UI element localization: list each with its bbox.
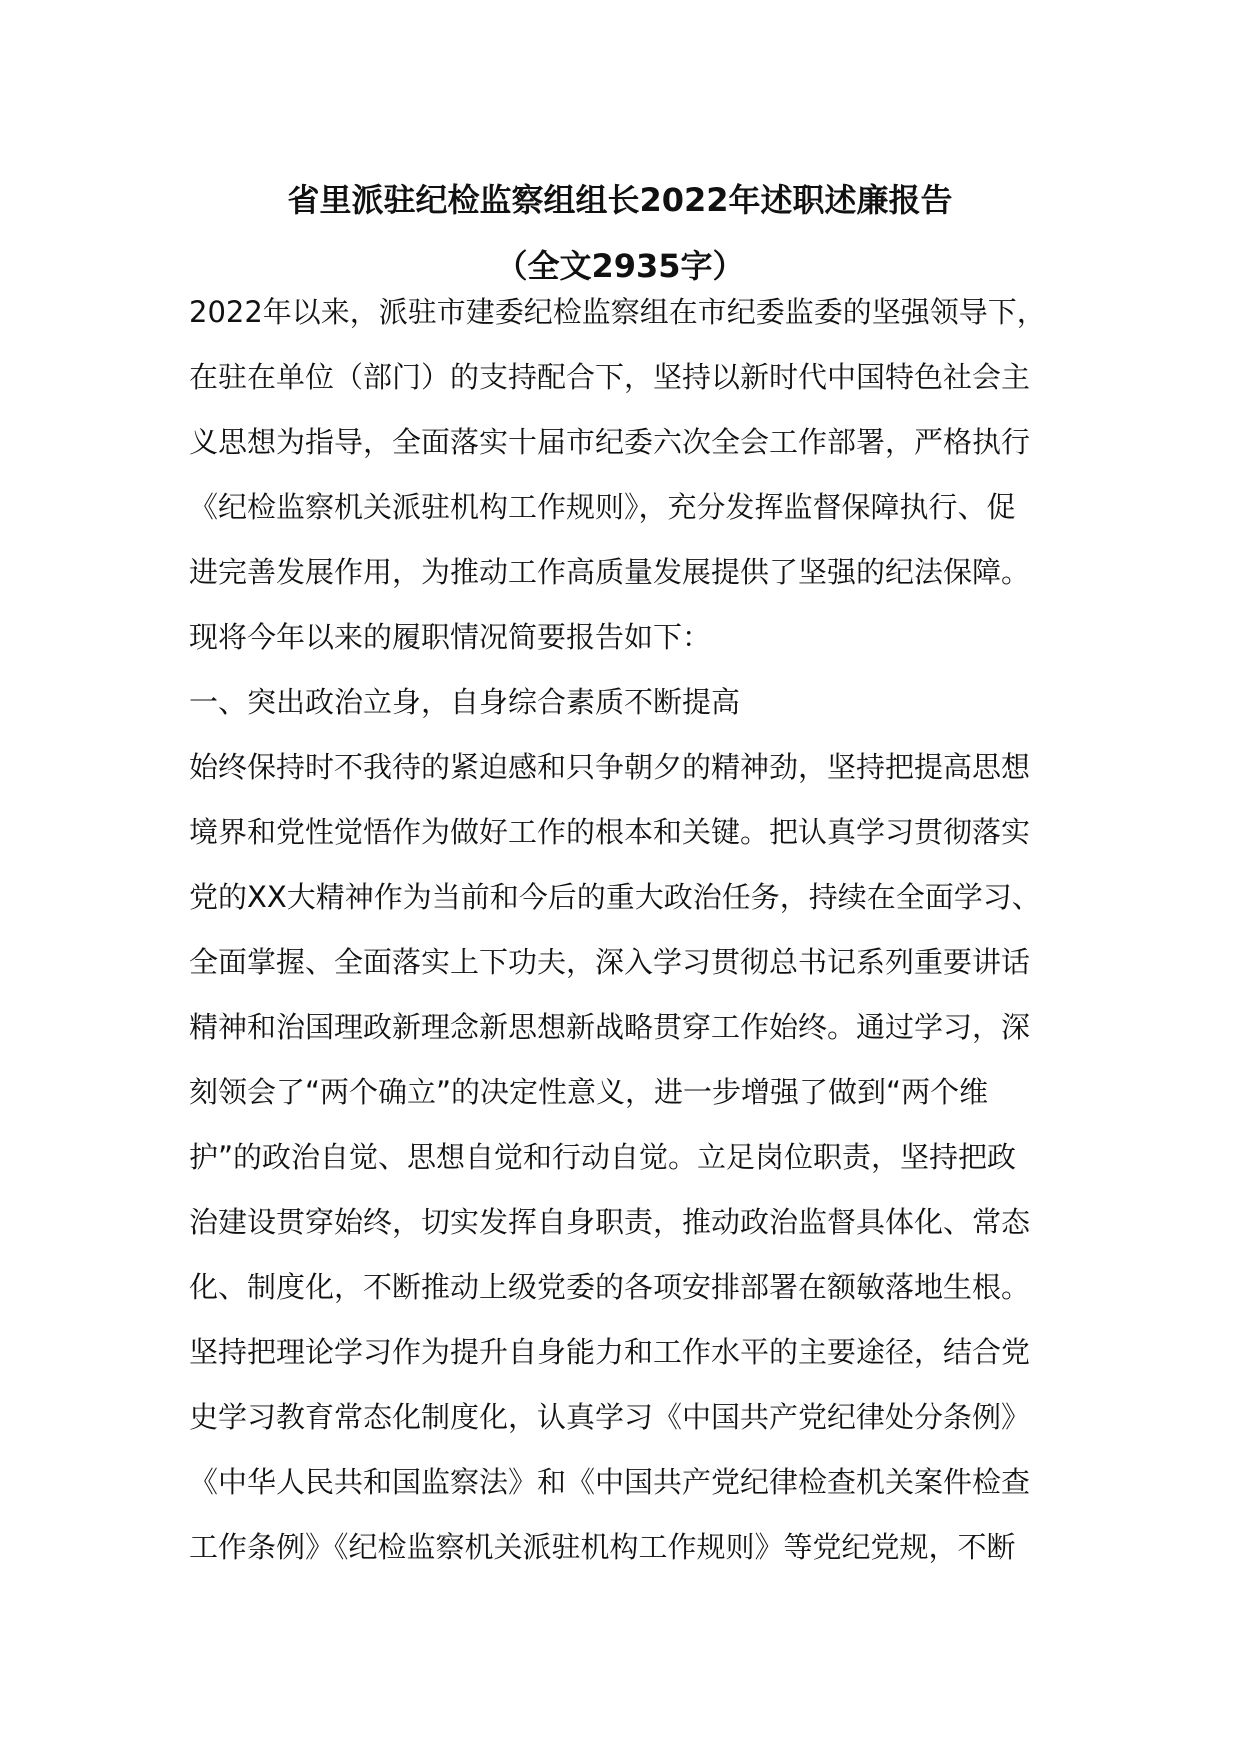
paragraph-line: 治建设贯穿始终，切实发挥自身职责，推动政治监督具体化、常态: [189, 1205, 1031, 1239]
paragraph-line: 2022年以来，派驻市建委纪检监察组在市纪委监委的坚强领导下，: [189, 295, 1046, 329]
paragraph-line: 进完善发展作用，为推动工作高质量发展提供了坚强的纪法保障。: [189, 555, 1031, 589]
paragraph-line: 精神和治国理政新理念新思想新战略贯穿工作始终。通过学习，深: [189, 1010, 1031, 1044]
paragraph-line: 义思想为指导，全面落实十届市纪委六次全会工作部署，严格执行: [189, 425, 1031, 459]
paragraph-line: 现将今年以来的履职情况简要报告如下：: [189, 620, 712, 654]
document-title: 省里派驻纪检监察组组长2022年述职述廉报告: [287, 181, 953, 219]
document-subtitle: （全文2935字）: [495, 247, 745, 285]
paragraph-line: 《纪检监察机关派驻机构工作规则》，充分发挥监督保障执行、促: [189, 490, 1016, 524]
paragraph-line: 护”的政治自觉、思想自觉和行动自觉。立足岗位职责，坚持把政: [189, 1140, 1017, 1174]
paragraph-line: 境界和党性觉悟作为做好工作的根本和关键。把认真学习贯彻落实: [189, 815, 1031, 849]
paragraph-line: 刻领会了“两个确立”的决定性意义，进一步增强了做到“两个维: [189, 1075, 989, 1109]
paragraph-line: 化、制度化，不断推动上级党委的各项安排部署在额敏落地生根。: [189, 1270, 1031, 1304]
document-body: [189, 280, 1059, 1580]
paragraph-line: 全面掌握、全面落实上下功夫，深入学习贯彻总书记系列重要讲话: [189, 945, 1031, 979]
paragraph-line: 始终保持时不我待的紧迫感和只争朝夕的精神劲，坚持把提高思想: [189, 750, 1031, 784]
paragraph-line: 工作条例》《纪检监察机关派驻机构工作规则》等党纪党规，不断: [189, 1530, 1016, 1564]
paragraph-line: 在驻在单位（部门）的支持配合下，坚持以新时代中国特色社会主: [189, 360, 1031, 394]
paragraph-line: 史学习教育常态化制度化，认真学习《中国共产党纪律处分条例》: [189, 1400, 1031, 1434]
paragraph-line: 坚持把理论学习作为提升自身能力和工作水平的主要途径，结合党: [189, 1335, 1031, 1369]
paragraph-line: 党的XX大精神作为当前和今后的重大政治任务，持续在全面学习、: [189, 880, 1041, 914]
paragraph-line: 《中华人民共和国监察法》和《中国共产党纪律检查机关案件检查: [189, 1465, 1031, 1499]
section-heading: 一、突出政治立身，自身综合素质不断提高: [189, 685, 741, 719]
